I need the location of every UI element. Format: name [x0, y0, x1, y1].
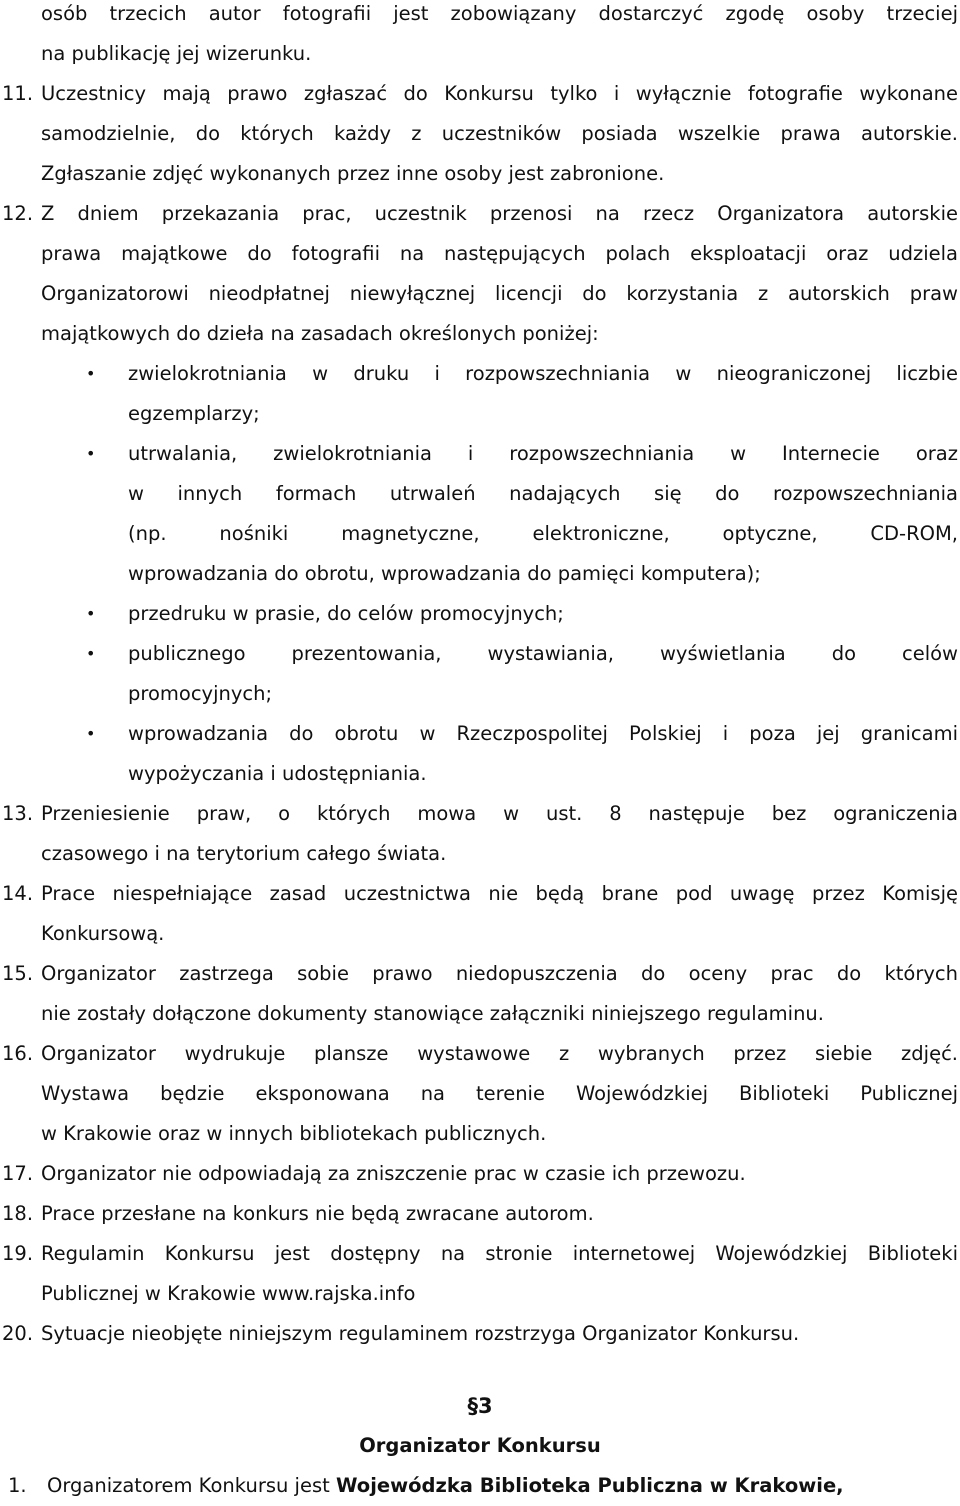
- paragraph-line: Sytuacje nieobjęte niniejszym regulaminem rozstrzyga Organizator Konkursu.: [41, 1322, 800, 1345]
- item-text: Organizatorem Konkursu jest: [47, 1474, 336, 1497]
- paragraph-line: samodzielnie, do których każdy z uczestników posiada wszelkie prawa autorskie.: [41, 122, 958, 145]
- bullet-line: w innych formach utrwaleń nadających się do rozpowszechniania: [128, 482, 958, 505]
- list-number: 19.: [2, 1242, 34, 1265]
- paragraph-line: Konkursową.: [41, 922, 165, 945]
- list-number: 11.: [2, 82, 34, 105]
- paragraph-line: Przeniesienie praw, o których mowa w ust. 8 następuje bez ograniczenia: [41, 802, 958, 825]
- list-number: 14.: [2, 882, 34, 905]
- paragraph-line: Organizatorowi nieodpłatnej niewyłącznej licencji do korzystania z autorskich praw: [41, 282, 958, 305]
- list-number: 15.: [2, 962, 34, 985]
- paragraph-line: czasowego i na terytorium całego świata.: [41, 842, 447, 865]
- bullet-line: egzemplarzy;: [128, 402, 260, 425]
- paragraph-line: Prace niespełniające zasad uczestnictwa nie będą brane pod uwagę przez Komisję: [41, 882, 958, 905]
- paragraph-line: Organizator wydrukuje plansze wystawowe z wybranych przez siebie zdjęć.: [41, 1042, 958, 1065]
- bullet-point: •: [86, 644, 96, 663]
- paragraph-line: w Krakowie oraz w innych bibliotekach publicznych.: [41, 1122, 547, 1145]
- paragraph-line: nie zostały dołączone dokumenty stanowiące załączniki niniejszego regulaminu.: [41, 1002, 824, 1025]
- list-number: 18.: [2, 1202, 34, 1225]
- bullet-line: wypożyczania i udostępniania.: [128, 762, 427, 785]
- paragraph-line: Uczestnicy mają prawo zgłaszać do Konkursu tylko i wyłącznie fotografie wykonane: [41, 82, 958, 105]
- paragraph-line: Organizator zastrzega sobie prawo niedopuszczenia do oceny prac do których: [41, 962, 958, 985]
- bullet-line: utrwalania, zwielokrotniania i rozpowszechniania w Internecie oraz: [128, 442, 958, 465]
- bullet-line: (np. nośniki magnetyczne, elektroniczne, optyczne, CD-ROM,: [128, 522, 958, 545]
- paragraph-line: Organizator nie odpowiadają za zniszczenie prac w czasie ich przewozu.: [41, 1162, 746, 1185]
- bullet-point: •: [86, 444, 96, 463]
- paragraph-line: Zgłaszanie zdjęć wykonanych przez inne osoby jest zabronione.: [41, 162, 665, 185]
- list-item: [0, 1466, 960, 1506]
- list-number: 13.: [2, 802, 34, 825]
- list-number: 12.: [2, 202, 34, 225]
- list-number: 16.: [2, 1042, 34, 1065]
- bullet-line: przedruku w prasie, do celów promocyjnych;: [128, 602, 564, 625]
- list-number: 17.: [2, 1162, 34, 1185]
- paragraph-line: Prace przesłane na konkurs nie będą zwracane autorom.: [41, 1202, 594, 1225]
- paragraph-line: Wystawa będzie eksponowana na terenie Wojewódzkiej Biblioteki Publicznej: [41, 1082, 958, 1105]
- paragraph-line: Regulamin Konkursu jest dostępny na stronie internetowej Wojewódzkiej Biblioteki: [41, 1242, 958, 1265]
- bullet-line: promocyjnych;: [128, 682, 273, 705]
- paragraph-line: [47, 1466, 844, 1506]
- bullet-point: •: [86, 724, 96, 743]
- list-number: 1.: [8, 1474, 27, 1497]
- paragraph-line: Publicznej w Krakowie www.rajska.info: [41, 1282, 416, 1305]
- paragraph-line: majątkowych do dzieła na zasadach określonych poniżej:: [41, 322, 599, 345]
- section-title: Organizator Konkursu: [359, 1434, 601, 1457]
- bullet-line: publicznego prezentowania, wystawiania, wyświetlania do celów: [128, 642, 958, 665]
- paragraph-line: osób trzecich autor fotografii jest zobowiązany dostarczyć zgodę osoby trzeciej: [41, 2, 958, 25]
- paragraph-line: Z dniem przekazania prac, uczestnik przenosi na rzecz Organizatora autorskie: [41, 202, 958, 225]
- section-heading: §3: [467, 1394, 493, 1418]
- paragraph-line: prawa majątkowe do fotografii na następujących polach eksploatacji oraz udziela: [41, 242, 958, 265]
- paragraph-line: na publikację jej wizerunku.: [41, 42, 312, 65]
- list-number: 20.: [2, 1322, 34, 1345]
- bullet-line: wprowadzania do obrotu, wprowadzania do pamięci komputera);: [128, 562, 761, 585]
- bullet-line: wprowadzania do obrotu w Rzeczpospolitej Polskiej i poza jej granicami: [128, 722, 958, 745]
- organizer-name: Wojewódzka Biblioteka Publiczna w Krakowie,: [335, 1474, 844, 1497]
- bullet-point: •: [86, 604, 96, 623]
- bullet-point: •: [86, 364, 96, 383]
- bullet-line: zwielokrotniania w druku i rozpowszechniania w nieograniczonej liczbie: [128, 362, 958, 385]
